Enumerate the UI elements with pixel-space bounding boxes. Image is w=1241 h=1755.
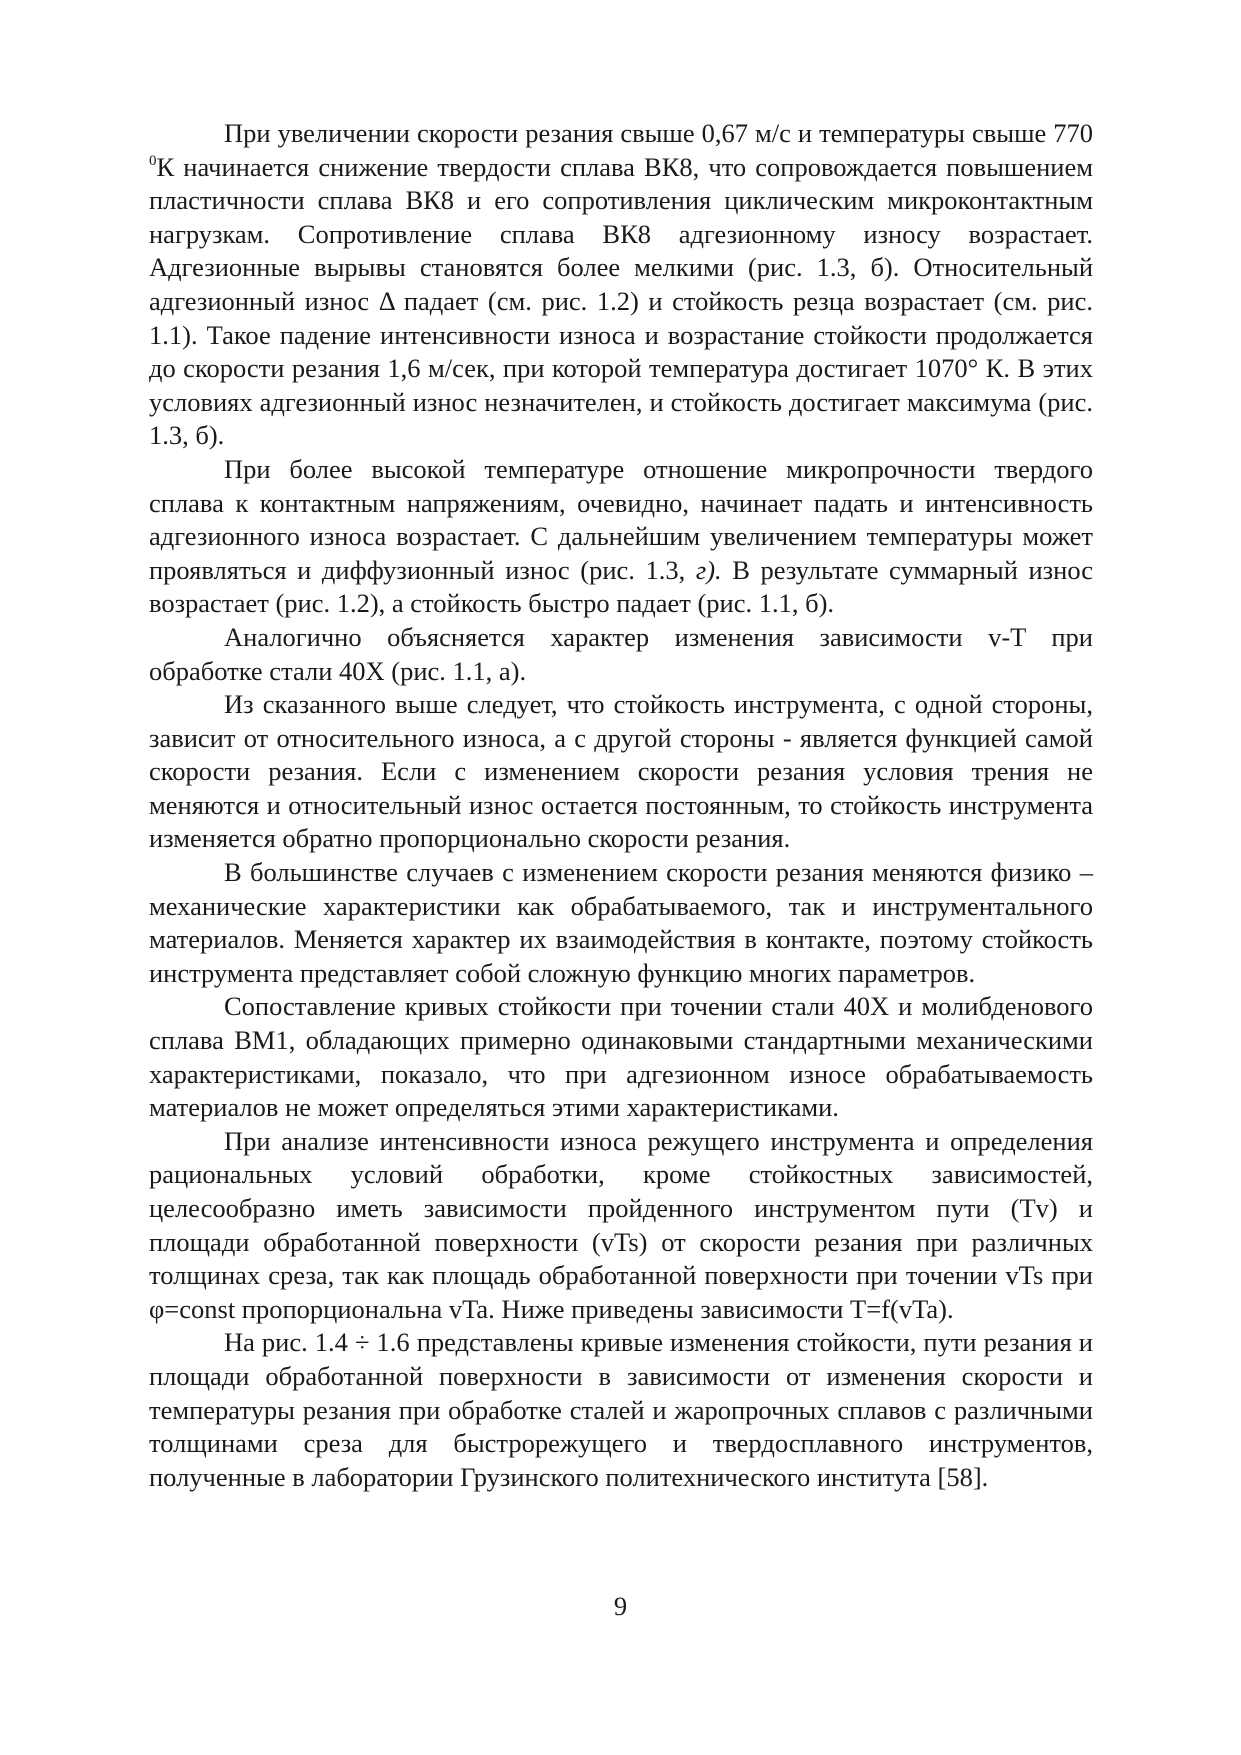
paragraph-2	[149, 453, 1093, 621]
paragraph-1	[149, 117, 1093, 453]
paragraph-2-text-a: При более высокой температуре отношение микропрочности твердого сплава к контактным напряжениям, очевидно, начинает падать и интенсивность адгезионного износа возрастает. С дальнейшим увеличением температуры может проявляться и диффузионный износ (рис. 1.3,	[149, 453, 1093, 585]
paragraph-1-text-b: К начинается снижение твердости сплава ВК8, что сопровождается повышением пластичности сплава ВК8 и его сопротивления циклическим микроконтактным нагрузкам. Сопротивление сплава ВК8 адгезионному износу возрастает. Адгезионные вырывы становятся более мелкими (рис. 1.3, б). Относительный адгезионный износ Δ падает (см. рис. 1.2) и стойкость резца возрастает (см. рис. 1.1). Такое падение интенсивности износа и возрастание стойкости продолжается до скорости резания 1,6 м/сек, при которой температура достигает 1070° К. В этих условиях адгезионный износ незначителен, и стойкость достигает максимума (рис. 1.3, б).	[149, 151, 1093, 451]
paragraph-5: В большинстве случаев с изменением скорости резания меняются физико – механические характеристики как обрабатываемого, так и инструментального материалов. Меняется характер их взаимодействия в контакте, поэтому стойкость инструмента представляет собой сложную функцию многих параметров.	[149, 857, 1093, 988]
paragraph-4: Из сказанного выше следует, что стойкость инструмента, с одной стороны, зависит от относительного износа, а с другой стороны - является функцией самой скорости резания. Если с изменением скорости резания условия трения не меняются и относительный износ остается постоянным, то стойкость инструмента изменяется обратно пропорционально скорости резания.	[149, 689, 1093, 854]
page-number: 9	[613, 1591, 628, 1621]
body-text	[149, 117, 1093, 1494]
paragraph-8: На рис. 1.4 ÷ 1.6 представлены кривые изменения стойкости, пути резания и площади обработанной поверхности в зависимости от изменения скорости и температуры резания при обработке сталей и жаропрочных сплавов с различными толщинами среза для быстрорежущего и твердосплавного инструментов, полученные в лаборатории Грузинского политехнического института [58].	[149, 1327, 1093, 1492]
paragraph-2-italic: г).	[695, 554, 722, 585]
paragraph-3: Аналогично объясняется характер изменения зависимости v-T при обработке стали 40Х (рис. 1.1, а).	[149, 621, 1093, 686]
paragraph-1-text-a: При увеличении скорости резания свыше 0,67 м/с и температуры свыше 770	[224, 118, 1093, 148]
paragraph-7: При анализе интенсивности износа режущего инструмента и определения рациональных условий обработки, кроме стойкостных зависимостей, целесообразно иметь зависимости пройденного инструментом пути (Tv) и площади обработанной поверхности (vTs) от скорости резания при различных толщинах среза, так как площадь обработанной поверхности при точении vTs при φ=const пропорциональна vTa. Ниже приведены зависимости T=f(vTa).	[149, 1125, 1093, 1324]
superscript-zero: 0	[149, 152, 157, 169]
paragraph-2-text-b: В результате суммарный износ возрастает (рис. 1.2), а стойкость быстро падает (рис. 1.1, б).	[149, 554, 1093, 619]
paragraph-6: Сопоставление кривых стойкости при точении стали 40Х и молибденового сплава ВМ1, обладающих примерно одинаковыми стандартными механическими характеристиками, показало, что при адгезионном износе обрабатываемость материалов не может определяться этими характеристиками.	[149, 991, 1093, 1123]
